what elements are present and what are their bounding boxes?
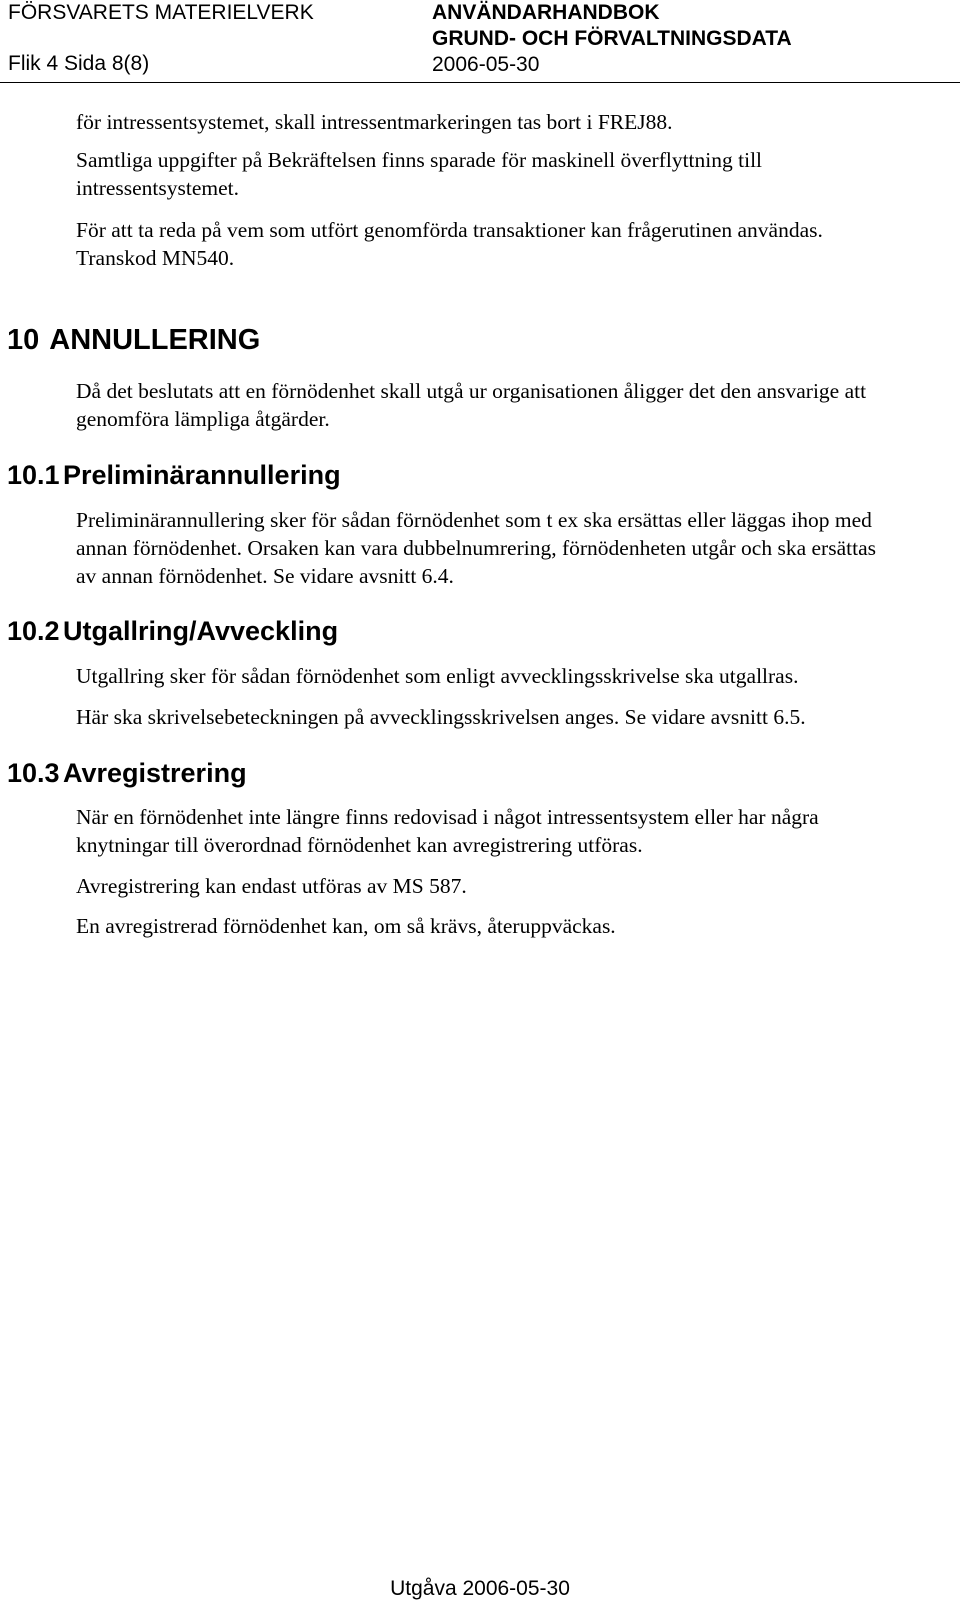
section-10-3-paragraph-3: En avregistrerad förnödenhet kan, om så krävs, återuppväckas. [76,914,616,938]
section-10-2-heading [7,615,338,647]
section-10-text: Då det beslutats att en förnödenhet skall utgå ur organisationen åligger det den ansvarige att genomföra lämpliga åtgärder. [76,379,867,431]
section-10-1-heading [7,459,341,491]
section-10-3-paragraph-1: När en förnödenhet inte längre finns redovisad i något intressentsystem eller har några knytningar till överordnad förnödenhet kan avregistrering utföras. [76,805,819,857]
intro-paragraph-2: Samtliga uppgifter på Bekräftelsen finns sparade för maskinell överflyttning till intressentsystemet. [76,148,763,200]
footer-edition: Utgåva 2006-05-30 [390,1577,570,1600]
header-doc-subtitle: GRUND- OCH FÖRVALTNINGSDATA [432,27,792,50]
intro-paragraph-3: För att ta reda på vem som utfört genomförda transaktioner kan frågerutinen användas. Transkod MN540. [76,218,823,270]
section-10-1-title: Preliminärannullering [63,460,341,490]
section-10-3-number: 10.3 [7,758,60,788]
section-10-1-text: Preliminärannullering sker för sådan förnödenhet som t ex ska ersättas eller läggas ihop med annan förnödenhet. Orsaken kan vara dubbelnumrering, förnödenheten utgår och ska ersättas av annan förnödenhet. Se vidare avsnitt 6.4. [76,508,876,588]
section-10-heading [7,323,260,357]
section-10-2-number: 10.2 [7,616,60,646]
section-10-2-paragraph-2: Här ska skrivelsebeteckningen på avvecklingsskrivelsen anges. Se vidare avsnitt 6.5. [76,705,806,729]
section-10-3-paragraph-2: Avregistrering kan endast utföras av MS 587. [76,874,467,898]
section-10-3-heading [7,757,247,789]
section-10-2-title: Utgallring/Avveckling [63,616,339,646]
section-10-2-paragraph-1: Utgallring sker för sådan förnödenhet som enligt avvecklingsskrivelse ska utgallras. [76,664,799,688]
section-10-title: ANNULLERING [49,324,261,356]
header-doc-title: ANVÄNDARHANDBOK [432,1,660,24]
header-date: 2006-05-30 [432,53,540,76]
intro-paragraph-1: för intressentsystemet, skall intressentmarkeringen tas bort i FREJ88. [76,110,673,134]
section-10-1-number: 10.1 [7,460,60,490]
header-org: FÖRSVARETS MATERIELVERK [8,1,314,24]
section-10-3-title: Avregistrering [63,758,247,788]
header-tab-page: Flik 4 Sida 8(8) [8,52,150,75]
section-10-number: 10 [7,324,40,356]
header-divider [0,82,960,83]
